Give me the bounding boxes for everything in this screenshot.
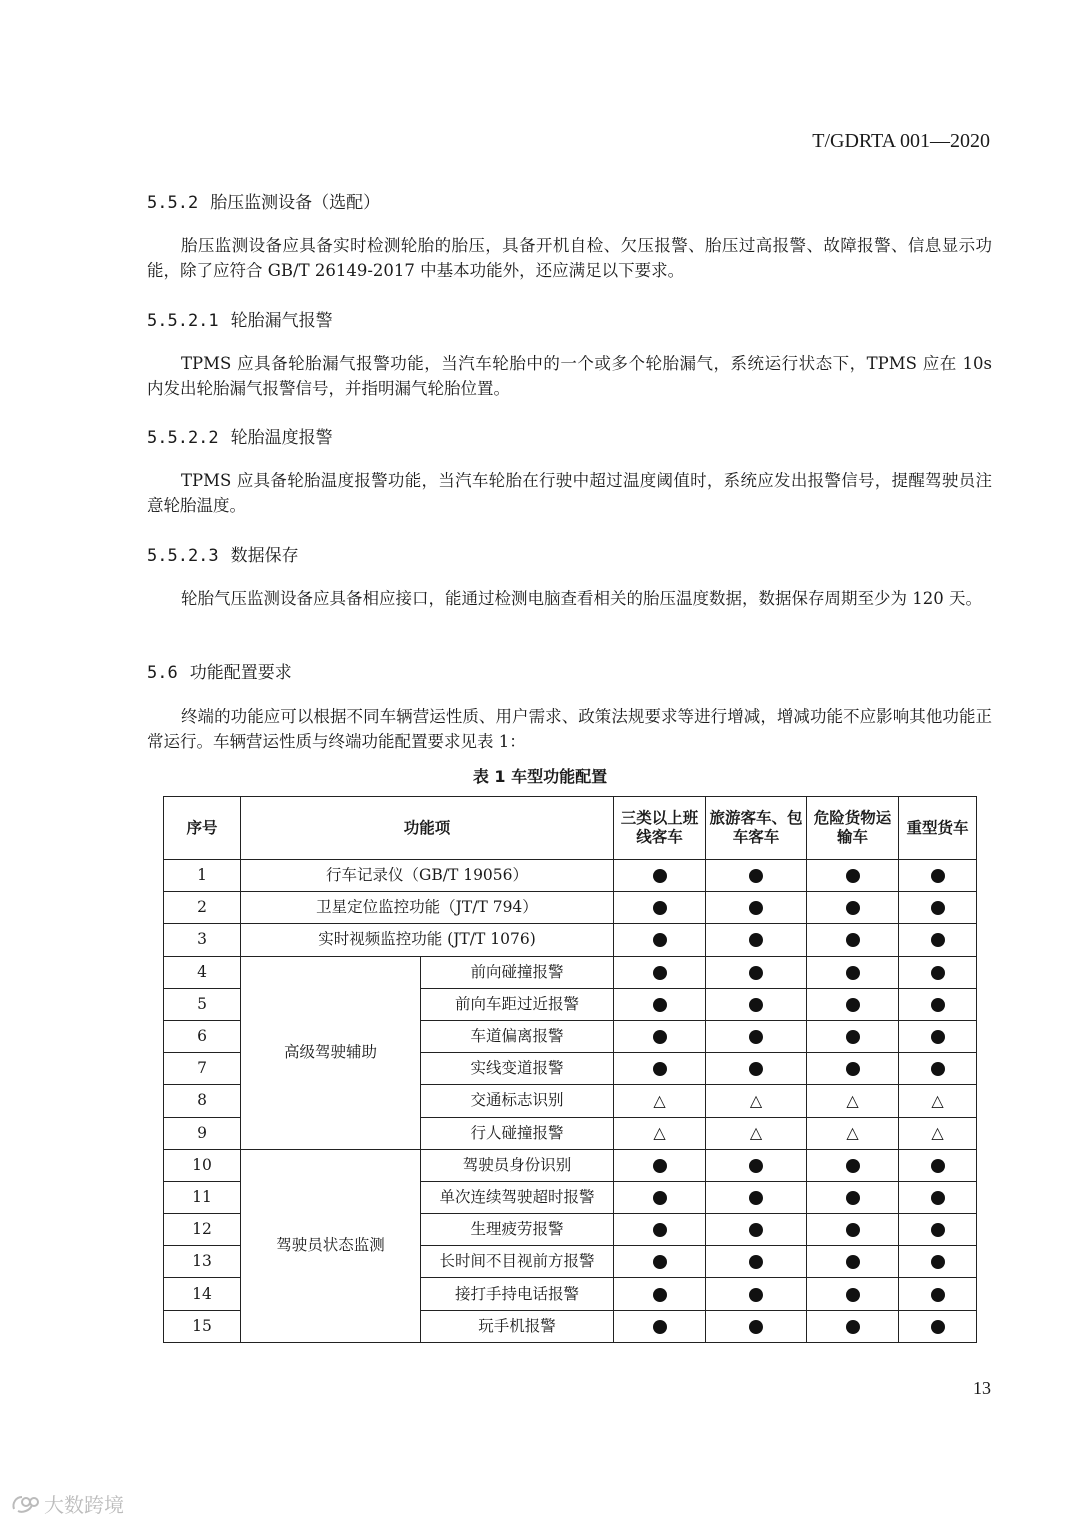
required-mark [931,901,945,915]
mark-cell-col3 [807,1310,899,1342]
mark-cell-col2 [706,1020,807,1052]
optional-mark: △ [931,1123,944,1143]
mark-cell-col4 [899,1278,977,1310]
section-heading-5-5-2-3 [147,541,299,566]
mark-cell-col3 [807,1246,899,1278]
required-mark [653,1255,667,1269]
section-number: 5.5.2.1 [147,311,219,331]
mark-cell-col1 [614,924,706,956]
required-mark [653,901,667,915]
mark-cell-col1 [614,988,706,1020]
required-mark [749,1159,763,1173]
required-mark [846,1223,860,1237]
required-mark [749,933,763,947]
mark-cell-col4 [899,1214,977,1246]
header-col3: 危险货物运输车 [807,797,899,860]
mark-cell-col3 [807,892,899,924]
mark-cell-col2 [706,892,807,924]
required-mark [846,1062,860,1076]
table-caption: 表 1 车型功能配置 [472,767,608,786]
row-function: 驾驶员身份识别 [421,1149,614,1181]
row-index: 8 [164,1085,241,1117]
table-row [164,860,977,892]
mark-cell-col2 [706,1214,807,1246]
row-function: 接打手持电话报警 [421,1278,614,1310]
section-title: 轮胎温度报警 [230,428,333,448]
section-number: 5.5.2.2 [147,428,219,448]
required-mark [931,1159,945,1173]
section-body-5-6 [147,704,992,754]
document-code: T/GDRTA 001—2020 [812,130,990,152]
required-mark [653,998,667,1012]
required-mark [653,1191,667,1205]
page-number: 13 [973,1378,991,1398]
row-function: 前向碰撞报警 [421,956,614,988]
mark-cell-col4 [899,1149,977,1181]
table-row [164,892,977,924]
watermark [10,1489,124,1518]
required-mark [653,1288,667,1302]
required-mark [846,1191,860,1205]
row-index: 14 [164,1278,241,1310]
required-mark [749,998,763,1012]
required-mark [846,1255,860,1269]
mark-cell-col2 [706,1149,807,1181]
mark-cell-col2 [706,860,807,892]
row-function: 单次连续驾驶超时报警 [421,1181,614,1213]
optional-mark: △ [653,1090,666,1110]
section-body-5-5-2-3 [147,586,992,611]
row-function: 车道偏离报警 [421,1020,614,1052]
row-index: 15 [164,1310,241,1342]
mark-cell-col2 [706,1246,807,1278]
vehicle-function-table [163,796,977,1343]
required-mark [846,901,860,915]
header-index: 序号 [164,797,241,860]
mark-cell-col1 [614,892,706,924]
row-function: 卫星定位监控功能（JT/T 794） [241,892,614,924]
mark-cell-col3 [807,1085,899,1117]
row-function: 实时视频监控功能 (JT/T 1076) [241,924,614,956]
mark-cell-col4 [899,924,977,956]
mark-cell-col4 [899,1310,977,1342]
required-mark [846,1159,860,1173]
required-mark [749,1255,763,1269]
section-body-5-5-2-1 [147,351,992,401]
mark-cell-col3 [807,1149,899,1181]
row-index: 9 [164,1117,241,1149]
optional-mark: △ [749,1123,763,1143]
row-index: 5 [164,988,241,1020]
required-mark [653,1159,667,1173]
section-heading-5-5-2 [147,188,380,213]
required-mark [931,1288,945,1302]
mark-cell-col1 [614,1117,706,1149]
required-mark [931,1030,945,1044]
row-function: 长时间不目视前方报警 [421,1246,614,1278]
row-index: 4 [164,956,241,988]
required-mark [931,1062,945,1076]
mark-cell-col2 [706,924,807,956]
required-mark [846,1288,860,1302]
mark-cell-col4 [899,1246,977,1278]
section-body-5-5-2-2 [147,468,992,518]
paragraph: TPMS 应具备轮胎漏气报警功能，当汽车轮胎中的一个或多个轮胎漏气，系统运行状态下，TPMS 应在 10s 内发出轮胎漏气报警信号，并指明漏气轮胎位置。 [147,354,992,398]
mark-cell-col1 [614,1020,706,1052]
mark-cell-col1 [614,1085,706,1117]
section-heading-5-6 [147,658,292,683]
required-mark [749,1030,763,1044]
required-mark [749,901,763,915]
required-mark [846,1030,860,1044]
optional-mark: △ [846,1123,859,1143]
mark-cell-col1 [614,1149,706,1181]
required-mark [749,1320,763,1334]
required-mark [749,1191,763,1205]
row-index: 2 [164,892,241,924]
required-mark [846,869,860,883]
mark-cell-col1 [614,956,706,988]
section-number: 5.5.2 [147,193,199,213]
optional-mark: △ [749,1090,763,1110]
mark-cell-col3 [807,860,899,892]
mark-cell-col4 [899,988,977,1020]
required-mark [931,869,945,883]
mark-cell-col4 [899,860,977,892]
header-col2: 旅游客车、包车客车 [706,797,807,860]
row-index: 1 [164,860,241,892]
table-row [164,1149,977,1181]
mark-cell-col3 [807,1214,899,1246]
mark-cell-col1 [614,1214,706,1246]
watermark-logo-icon [10,1493,40,1515]
required-mark [846,966,860,980]
mark-cell-col3 [807,1117,899,1149]
mark-cell-col3 [807,1181,899,1213]
mark-cell-col2 [706,988,807,1020]
optional-mark: △ [931,1090,944,1110]
required-mark [846,998,860,1012]
paragraph: 终端的功能应可以根据不同车辆营运性质、用户需求、政策法规要求等进行增减，增减功能不应影响其他功能正常运行。车辆营运性质与终端功能配置要求见表 1： [147,707,992,751]
mark-cell-col3 [807,1278,899,1310]
table-row [164,956,977,988]
mark-cell-col1 [614,1246,706,1278]
mark-cell-col1 [614,1310,706,1342]
optional-mark: △ [653,1123,666,1143]
header-col1: 三类以上班线客车 [614,797,706,860]
required-mark [749,966,763,980]
row-function: 前向车距过近报警 [421,988,614,1020]
mark-cell-col1 [614,1053,706,1085]
group-adas: 高级驾驶辅助 [241,956,421,1149]
section-title: 数据保存 [230,546,299,566]
mark-cell-col4 [899,892,977,924]
mark-cell-col3 [807,924,899,956]
section-title: 轮胎漏气报警 [230,311,333,331]
watermark-text: 大数跨境 [44,1493,124,1517]
row-index: 3 [164,924,241,956]
section-number: 5.6 [147,663,178,683]
mark-cell-col4 [899,956,977,988]
mark-cell-col1 [614,1181,706,1213]
section-title: 胎压监测设备（选配） [210,193,381,213]
mark-cell-col4 [899,1020,977,1052]
required-mark [931,1191,945,1205]
paragraph: 胎压监测设备应具备实时检测轮胎的胎压，具备开机自检、欠压报警、胎压过高报警、故障报警、信息显示功能，除了应符合 GB/T 26149-2017 中基本功能外，还应满足以下要求。 [147,236,992,280]
required-mark [653,1030,667,1044]
row-index: 7 [164,1053,241,1085]
required-mark [931,1223,945,1237]
required-mark [749,1288,763,1302]
row-index: 11 [164,1181,241,1213]
required-mark [931,998,945,1012]
mark-cell-col2 [706,1117,807,1149]
required-mark [749,869,763,883]
required-mark [931,1255,945,1269]
required-mark [653,1320,667,1334]
row-function: 实线变道报警 [421,1053,614,1085]
row-index: 13 [164,1246,241,1278]
mark-cell-col2 [706,1181,807,1213]
mark-cell-col3 [807,1020,899,1052]
paragraph: TPMS 应具备轮胎温度报警功能，当汽车轮胎在行驶中超过温度阈值时，系统应发出报警信号，提醒驾驶员注意轮胎温度。 [147,471,992,515]
mark-cell-col3 [807,956,899,988]
required-mark [749,1223,763,1237]
mark-cell-col2 [706,1085,807,1117]
header-col4: 重型货车 [899,797,977,860]
required-mark [846,933,860,947]
row-index: 10 [164,1149,241,1181]
required-mark [931,966,945,980]
section-body-5-5-2 [147,233,992,283]
section-heading-5-5-2-2 [147,423,333,448]
required-mark [653,1223,667,1237]
row-function: 行车记录仪（GB/T 19056） [241,860,614,892]
section-title: 功能配置要求 [189,663,292,683]
required-mark [653,1062,667,1076]
mark-cell-col2 [706,956,807,988]
row-index: 6 [164,1020,241,1052]
row-function: 行人碰撞报警 [421,1117,614,1149]
required-mark [749,1062,763,1076]
mark-cell-col3 [807,1053,899,1085]
required-mark [846,1320,860,1334]
mark-cell-col1 [614,860,706,892]
required-mark [653,869,667,883]
section-heading-5-5-2-1 [147,306,333,331]
section-number: 5.5.2.3 [147,546,219,566]
group-driver-monitor: 驾驶员状态监测 [241,1149,421,1342]
required-mark [653,966,667,980]
mark-cell-col4 [899,1181,977,1213]
mark-cell-col2 [706,1310,807,1342]
row-function: 交通标志识别 [421,1085,614,1117]
mark-cell-col4 [899,1117,977,1149]
required-mark [931,1320,945,1334]
required-mark [931,933,945,947]
paragraph: 轮胎气压监测设备应具备相应接口，能通过检测电脑查看相关的胎压温度数据，数据保存周期至少为 120 天。 [181,589,982,608]
mark-cell-col2 [706,1278,807,1310]
row-function: 玩手机报警 [421,1310,614,1342]
mark-cell-col4 [899,1085,977,1117]
header-function: 功能项 [241,797,614,860]
mark-cell-col3 [807,988,899,1020]
mark-cell-col1 [614,1278,706,1310]
required-mark [653,933,667,947]
mark-cell-col4 [899,1053,977,1085]
row-index: 12 [164,1214,241,1246]
table-row [164,924,977,956]
row-function: 生理疲劳报警 [421,1214,614,1246]
table-header-row [164,797,977,860]
optional-mark: △ [846,1090,859,1110]
mark-cell-col2 [706,1053,807,1085]
